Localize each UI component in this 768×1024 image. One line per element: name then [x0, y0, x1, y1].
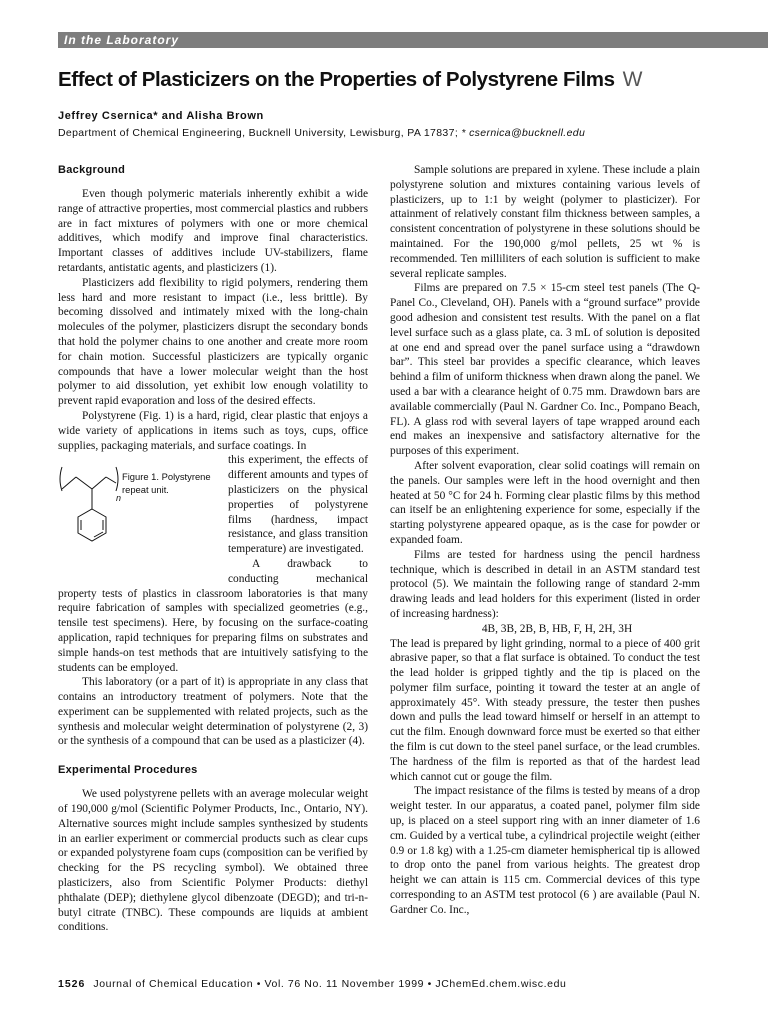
web-icon[interactable]: W: [622, 68, 643, 91]
paragraph: Sample solutions are prepared in xylene. These include a plain polystyrene solution and mixtures containing various levels of plasticizers, up to 1:1 by weight (polymer to plasticizer). For attainment of relatively constant film thickness between samples, a consistent concentration of polystyrene in these solutions should be maintained. For the 190,000 g/mol pellets, 25 wt % is recommended. Ten milliliters of each solution is sufficient to make several replicate samples.: [390, 164, 700, 280]
page-footer: [58, 977, 566, 991]
figure-subscript: n: [116, 493, 122, 504]
left-column: [58, 163, 368, 935]
paragraph: Even though polymeric materials inherently exhibit a wide range of attractive properties, most commercial plastics and rubbers are in fact mixtures of polymers with one or more chemical additives, which modify and improve final characteristics. Important classes of additives include UV-stabilizers, flame retardants, antistatic agents, and plasticizers (1).: [58, 188, 368, 274]
polystyrene-structure-icon: [58, 465, 120, 577]
journal-line: Journal of Chemical Education • Vol. 76 No. 11 November 1999 • JChemEd.chem.wisc.edu: [93, 978, 567, 990]
heading-background: Background: [58, 164, 126, 176]
paragraph: Films are prepared on 7.5 × 15-cm steel test panels (The Q-Panel Co., Cleveland, OH). Panels with a “ground surface” provide good adhesion and consistent test results. With the panel on a flat level surface such as a glass plate, ca. 3 mL of solution is deposited at one end and spread over the panel surface using a “drawdown bar”. This steel bar provides a specific clearance, which leaves behind a film of uniform thickness when drawn along the panel. We used a bar with a clearance height of 0.75 mm. Drawdown bars are available commercially (Paul N. Gardner Co. Inc., Pompano Beach, FL). A glass rod with several layers of tape wrapped around each end makes an inexpensive and satisfactory alternative for the purposes of this experiment.: [390, 282, 700, 458]
paragraph: This laboratory (or a part of it) is appropriate in any class that contains an introductory treatment of polymers. Note that the experiment can be supplemented with related projects, such as the synthesis and molecular weight determination of polystyrene (2, 3) or the synthesis of a compound that can be used as a plasticizer (4).: [58, 676, 368, 748]
paragraph: The impact resistance of the films is tested by means of a drop weight tester. In our apparatus, a coated panel, polymer film side up, is placed on a steel support ring with an inner diameter of 1.6 cm. Guided by a vertical tube, a cylindrical projectile weight (either 0.9 or 1.8 kg) with a 1.25-cm diameter hemispherical tip is allowed to drop onto the panel from various heights. The greatest drop height we can attain is 115 cm. Commercial devices of this type corresponding to an ASTM test protocol (6 ) are available (Paul N. Gardner Co. Inc.,: [390, 785, 700, 916]
paragraph: Polystyrene (Fig. 1) is a hard, rigid, clear plastic that enjoys a wide variety of applications in items such as toys, cups, office supplies, packaging materials, and surface coatings. In: [58, 409, 368, 452]
heading-experimental: Experimental Procedures: [58, 764, 198, 777]
paragraph: A drawback to conducting mechanical property tests of plastics in classroom laboratories is that many require fabrication of samples with specialized geometries (e.g., tensile test specimens). Here, by focusing on the surface-coating application, rapid techniques for preparing films on substrates and simple hands-on test methods that are intuitively satisfying to the students can be employed.: [58, 557, 368, 674]
paragraph: After solvent evaporation, clear solid coatings will remain on the panels. Our samples were left in the hood overnight and then heated at 50 °C for 24 h. Forming clear plastic films by this method can itself be an enlightening experience for some, especially if the starting polystyrene appeared opaque, as is the case for powder or expanded foam.: [390, 459, 700, 546]
paragraph: Plasticizers add flexibility to rigid polymers, rendering them less hard and more resistant to impact (i.e., less brittle). By becoming dissolved and intimately mixed with the long-chain molecules of the polymer, plasticizers disrupt the secondary bonds that hold the polymer chains to one another and create more room for chain motion. Successful plasticizers are typically organic compounds that have a lower molecular weight than the host polymer to aid dissolution, yet exhibit low enough volatility to prevent rapid evaporation and loss of the desired effects.: [58, 276, 368, 408]
affiliation-text: Department of Chemical Engineering, Bucknell University, Lewisburg, PA 17837;: [58, 127, 459, 139]
page-number: 1526: [58, 978, 86, 990]
paragraph: We used polystyrene pellets with an average molecular weight of 190,000 g/mol (Scientific Polymer Products, Inc., Ontario, NY). Alternative sources might include samples synthesized by students in an earlier experiment or commercial products such as clear cups or expanded polystyrene foam cups (composition can be verified by checking for the PS recycling symbol). We obtained three plasticizers, also from Scientific Polymer Products: diethyl phthalate (DEP); diethylene glycol dibenzoate (DEGD); and tri-n-butyl citrate (TNBC). These compounds are liquids at ambient conditions.: [58, 788, 368, 934]
figure-1: [58, 453, 224, 581]
affiliation: [58, 126, 585, 140]
title-text: Effect of Plasticizers on the Properties of Polystyrene Films: [58, 68, 615, 91]
right-column: [390, 163, 700, 918]
section-bar: [58, 32, 768, 48]
authors: Jeffrey Csernica* and Alisha Brown: [58, 110, 264, 122]
hardness-list: 4B, 3B, 2B, B, HB, F, H, 2H, 3H: [481, 622, 633, 635]
author-email[interactable]: * csernica@bucknell.edu: [461, 127, 586, 139]
figure-caption: Figure 1. Polystyrene repeat unit.: [122, 471, 211, 496]
paragraph: Films are tested for hardness using the pencil hardness technique, which is described in detail in an ASTM standard test protocol (5). We maintain the following range of standard 2-mm drawing leads and lead holders for this experiment (listed in order of increasing hardness):: [390, 548, 700, 620]
section-label: In the Laboratory: [64, 33, 180, 47]
article-title: [58, 66, 758, 94]
paragraph: this experiment, the effects of different amounts and types of plasticizers on the physical properties of polystyrene films (hardness, impact resistance, and glass transition temperature) are investigated.: [228, 454, 368, 556]
paragraph: The lead is prepared by light grinding, normal to a piece of 400 grit abrasive paper, so that a flat surface is obtained. To conduct the test the lead holder is gripped tightly and the tip is placed on the polymer film surface, pointing it toward the tester at an angle of approximately 45°. With steady pressure, the tester then pushes down and pulls the lead toward himself or herself in an attempt to cut the film. Enough downward force must be exerted so that either the film is cut down to the steel panel surface, or the lead crumbles. The hardness of the film is reported as that of the hardest lead which cannot cut or gouge the film.: [390, 637, 700, 783]
